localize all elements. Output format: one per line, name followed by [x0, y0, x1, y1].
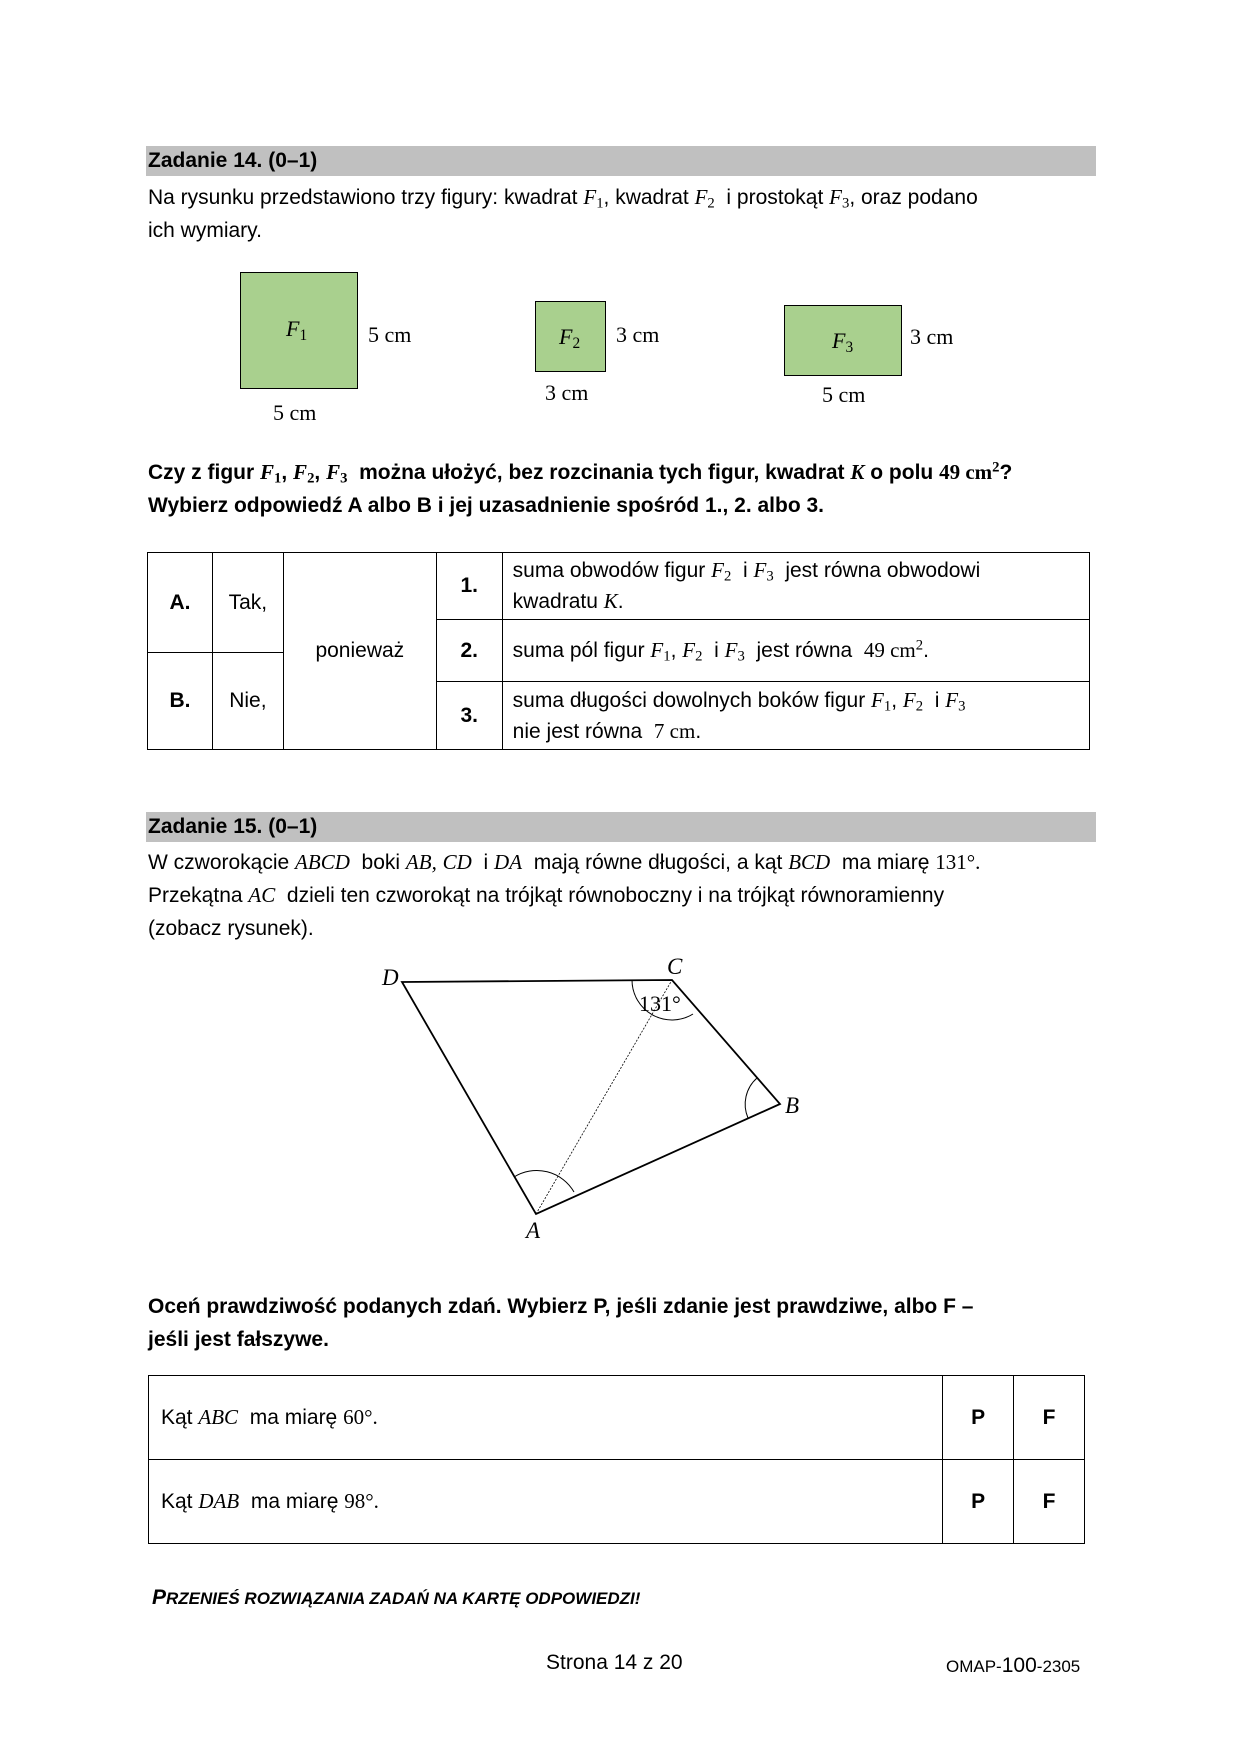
vertex-d-label: D — [382, 965, 399, 990]
quadrilateral-outline — [402, 980, 780, 1214]
figure-f3 — [784, 305, 902, 376]
vertex-c-label: C — [667, 955, 683, 979]
statement-2-p-button[interactable]: P — [943, 1460, 1014, 1544]
figure-f3-side: 3 cm — [910, 324, 954, 349]
statement-2: Kąt DAB ma miarę 98°. — [149, 1460, 943, 1544]
task15-truefalse-table — [148, 1375, 1085, 1544]
reason-3-text[interactable]: suma długości dowolnych boków figur $F_1$, $F_2$ i $F_3$ nie jest równa 7 cm. — [502, 682, 1089, 750]
figure-f1-label: $F_1$ — [286, 316, 308, 344]
reason-3-num[interactable]: 3. — [436, 682, 502, 750]
angle-c-value: 131° — [639, 991, 681, 1016]
statement-2-f-button[interactable]: F — [1014, 1460, 1085, 1544]
task14-question: Czy z figur $F_1$, $F_2$, $F_3$ można ułożyć, bez rozcinania tych figur, kwadrat K o polu 49 $cm^2$? — [148, 459, 1013, 487]
quadrilateral-diagram — [360, 955, 830, 1245]
figure-f2-label: $F_2$ — [559, 324, 581, 352]
exam-code: OMAP-100-2305 — [946, 1654, 1081, 1677]
task15-intro-line2: Przekątna AC dzieli ten czworokąt na trójkąt równoboczny i na trójkąt równoramienny — [148, 883, 945, 907]
task14-question-line2: Wybierz odpowiedź A albo B i jej uzasadnienie spośród 1., 2. albo 3. — [148, 494, 825, 517]
task15-intro-line3: (zobacz rysunek). — [148, 917, 314, 940]
reason-2-num[interactable]: 2. — [436, 620, 502, 682]
option-a-text[interactable]: Tak, — [212, 553, 283, 653]
option-b-letter[interactable]: B. — [148, 653, 213, 750]
figure-f1-side: 5 cm — [368, 322, 412, 347]
angle-b-arc — [745, 1078, 757, 1118]
task14-answer-table — [147, 552, 1090, 750]
task14-intro: Na rysunku przedstawiono trzy figury: kwadrat $F_1$, kwadrat $F_2$ i prostokąt $F_3$, oraz podano — [148, 185, 978, 212]
transfer-notice: PRZENIEŚ ROZWIĄZANIA ZADAŃ NA KARTĘ ODPOWIEDZI! — [152, 1586, 641, 1609]
figure-f1-bottom: 5 cm — [273, 400, 317, 425]
angle-a-arc — [514, 1170, 574, 1192]
option-b-text[interactable]: Nie, — [212, 653, 283, 750]
figure-f3-bottom: 5 cm — [822, 382, 866, 407]
task15-header: Zadanie 15. (0–1) — [146, 812, 1096, 842]
figure-f2-side: 3 cm — [616, 322, 660, 347]
reason-1-text[interactable]: suma obwodów figur $F_2$ i $F_3$ jest równa obwodowi kwadratu K. — [502, 553, 1089, 620]
task14-header: Zadanie 14. (0–1) — [146, 146, 1096, 176]
reason-2-text[interactable]: suma pól figur $F_1$, $F_2$ i $F_3$ jest równa 49 $cm^2$. — [502, 620, 1089, 682]
option-a-letter[interactable]: A. — [148, 553, 213, 653]
figure-f2 — [535, 301, 606, 372]
statement-1-p-button[interactable]: P — [943, 1376, 1014, 1460]
figure-f2-bottom: 3 cm — [545, 380, 589, 405]
vertex-a-label: A — [526, 1218, 541, 1243]
task14-intro-line2: ich wymiary. — [148, 219, 262, 242]
task15-instruction-line2: jeśli jest fałszywe. — [148, 1328, 329, 1351]
task15-intro: W czworokącie ABCD boki AB, CD i DA mają równe długości, a kąt BCD ma miarę 131°. — [148, 850, 981, 874]
statement-1-f-button[interactable]: F — [1014, 1376, 1085, 1460]
reason-1-num[interactable]: 1. — [436, 553, 502, 620]
statement-1: Kąt ABC ma miarę 60°. — [149, 1376, 943, 1460]
figure-f1 — [240, 272, 358, 389]
page-number: Strona 14 z 20 — [546, 1651, 683, 1674]
task15-instruction: Oceń prawdziwość podanych zdań. Wybierz P, jeśli zdanie jest prawdziwe, albo F – — [148, 1295, 974, 1318]
because-label: ponieważ — [283, 553, 436, 750]
vertex-b-label: B — [785, 1093, 800, 1118]
figure-f3-label: $F_3$ — [832, 328, 854, 356]
